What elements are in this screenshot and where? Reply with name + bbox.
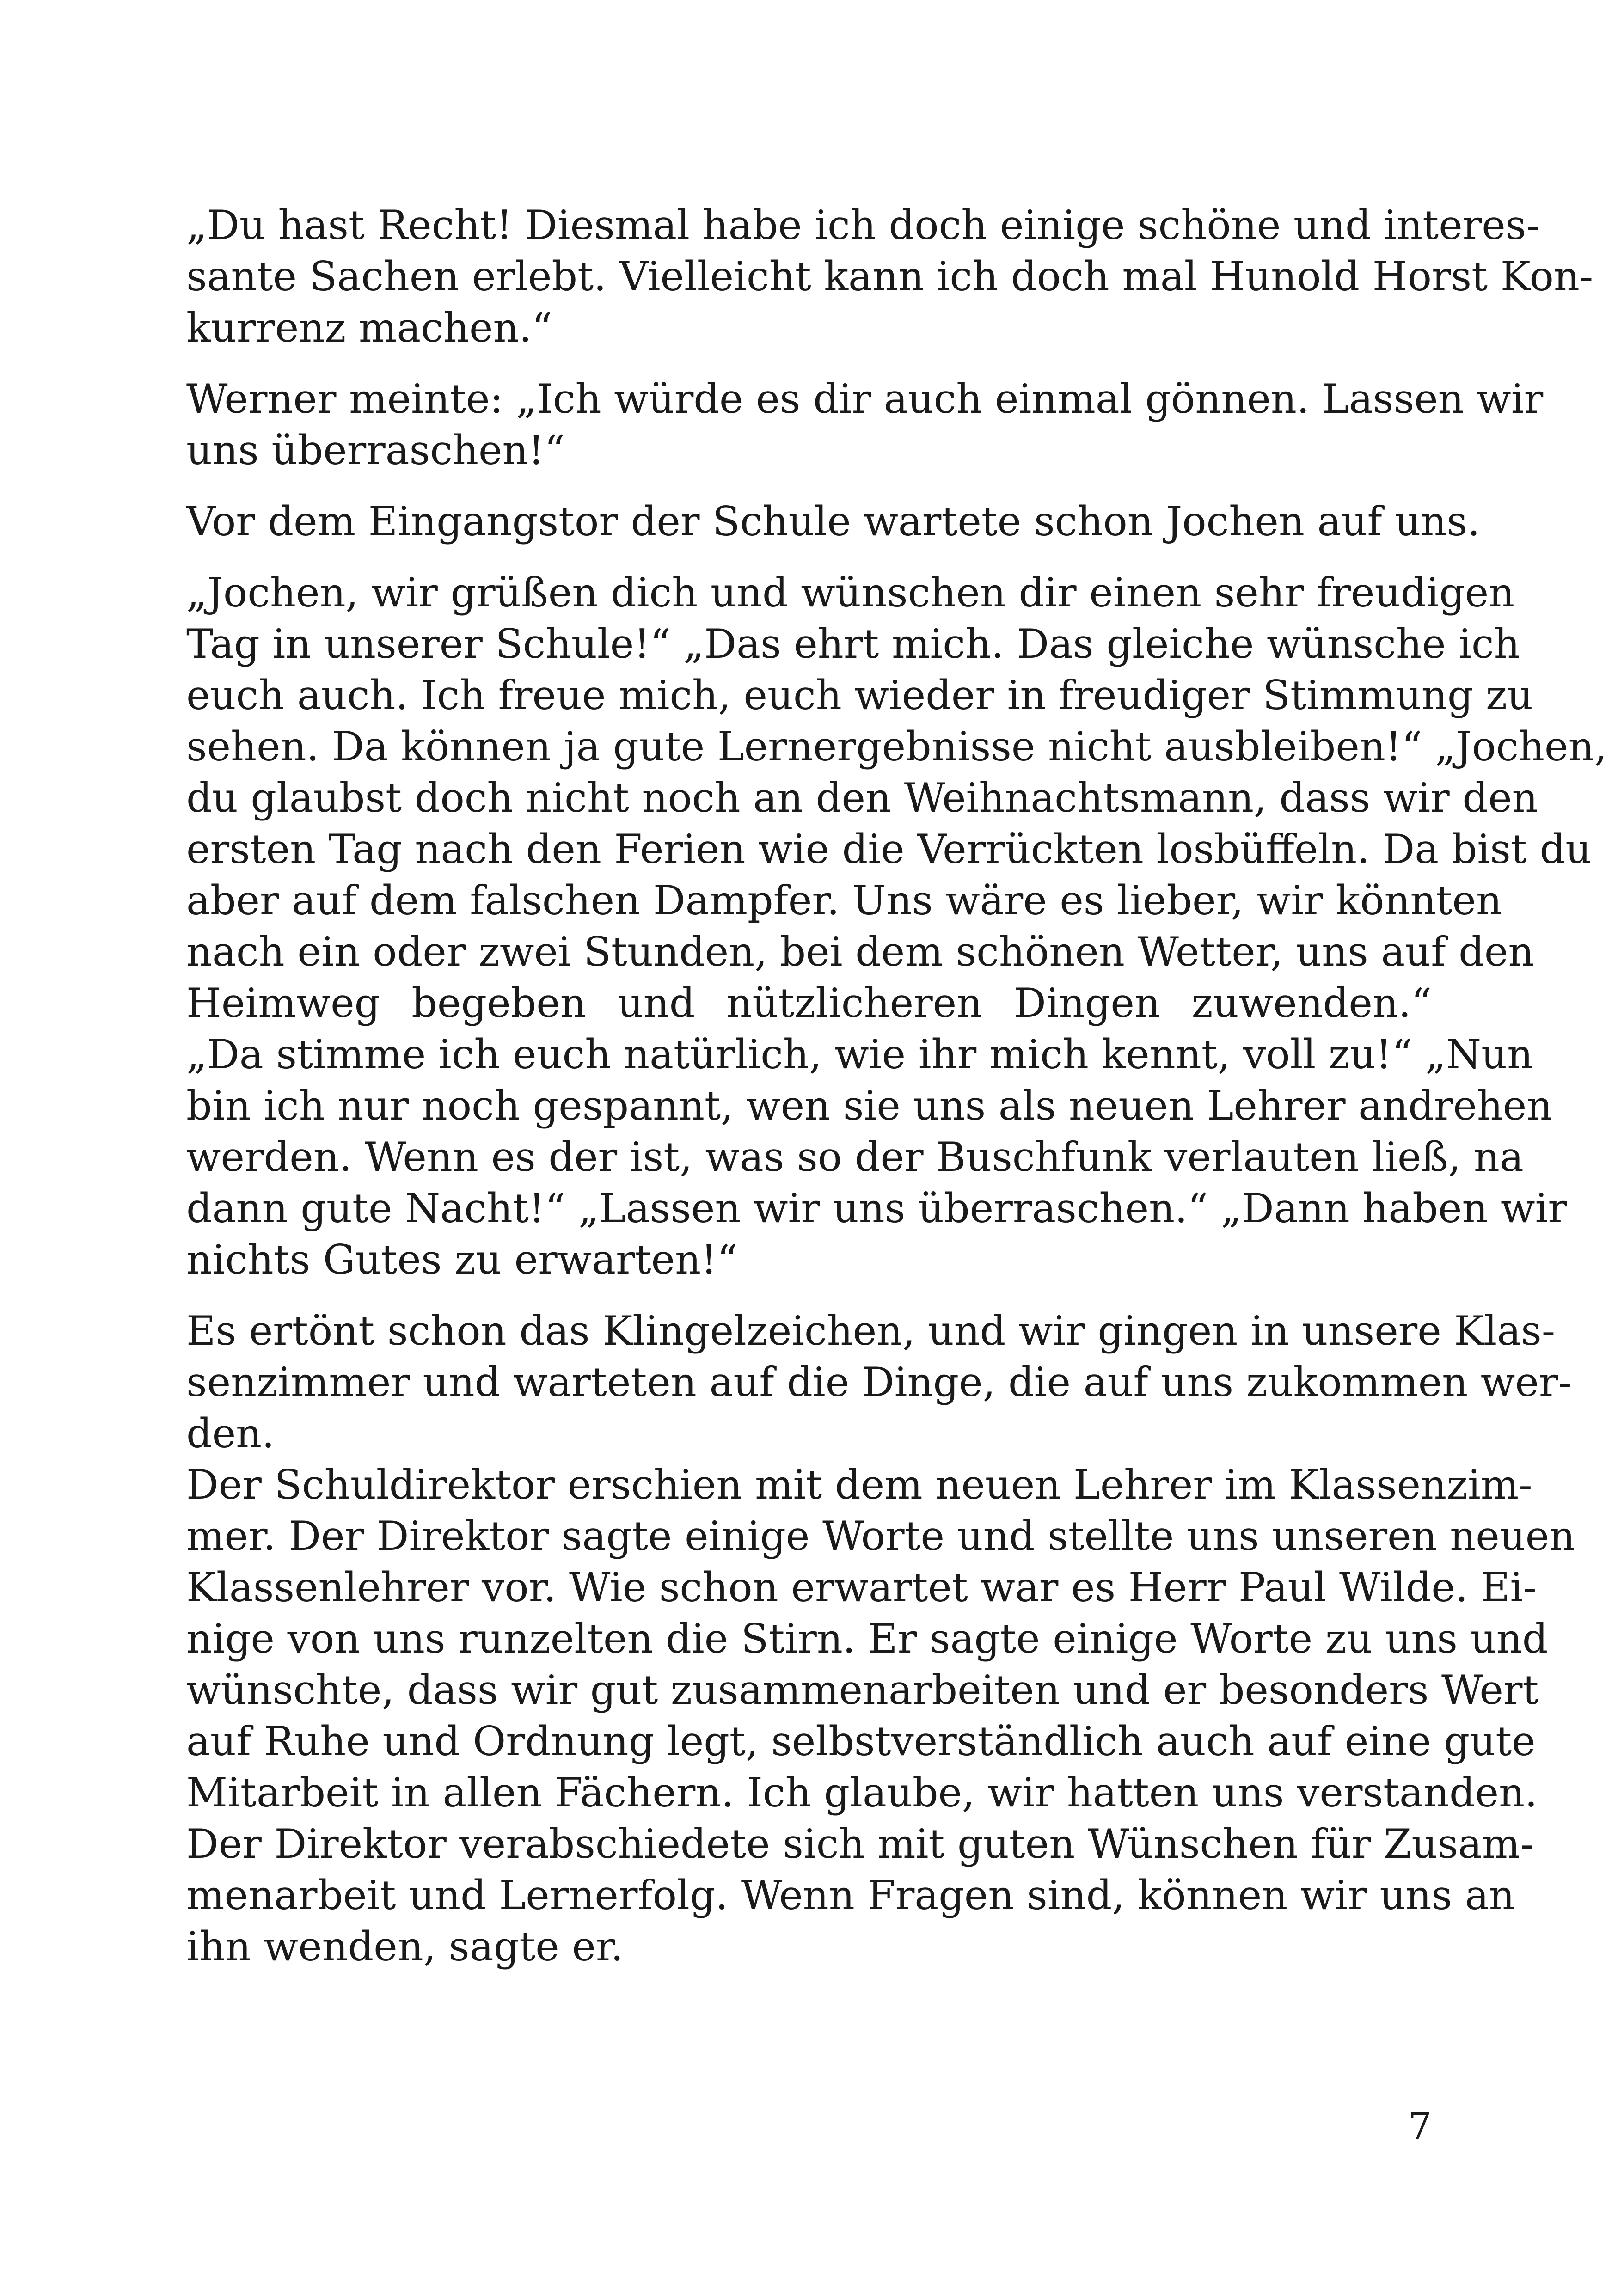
text-line: dann gute Nacht!“ „Lassen wir uns überraschen.“ „Dann haben wir [186,1185,1568,1232]
page-number: 7 [1408,2105,1432,2148]
text-line: wünschte, dass wir gut zusammenarbeiten und er besonders Wert [186,1666,1539,1714]
text-line: bin ich nur noch gespannt, wen sie uns als neuen Lehrer andrehen [186,1082,1553,1129]
paragraph-4 [186,567,1607,1286]
paragraph-spacer [186,354,1432,373]
text-line: euch auch. Ich freue mich, euch wieder in freudiger Stimmung zu [186,672,1533,719]
text-line: den. [186,1410,275,1457]
paragraph-2 [186,373,1544,476]
text-line: „Jochen, wir grüßen dich und wünschen dir einen sehr freudigen [186,569,1515,616]
text-line: Tag in unserer Schule!“ „Das ehrt mich. Das gleiche wünsche ich [186,620,1520,667]
text-line: aber auf dem falschen Dampfer. Uns wäre es lieber, wir könnten [186,877,1502,924]
text-line: sehen. Da können ja gute Lernergebnisse nicht ausbleiben!“ „Jochen, [186,723,1607,770]
text-line: Es ertönt schon das Klingelzeichen, und wir gingen in unsere Klas- [186,1307,1556,1354]
text-line: mer. Der Direktor sagte einige Worte und stellte uns unseren neuen [186,1512,1575,1560]
paragraph-spacer [186,547,1432,567]
text-line: ersten Tag nach den Ferien wie die Verrückten losbüffeln. Da bist du [186,826,1592,873]
text-line: Klassenlehrer vor. Wie schon erwartet war es Herr Paul Wilde. Ei- [186,1564,1537,1611]
text-line: menarbeit und Lernerfolg. Wenn Fragen sind, können wir uns an [186,1872,1515,1919]
text-line: du glaubst doch nicht noch an den Weihnachtsmann, dass wir den [186,774,1538,821]
text-line: auf Ruhe und Ordnung legt, selbstverständlich auch auf eine gute [186,1718,1536,1765]
paragraph-3 [186,496,1480,547]
text-line: werden. Wenn es der ist, was so der Buschfunk verlauten ließ, na [186,1133,1524,1181]
text-line: „Da stimme ich euch natürlich, wie ihr mich kennt, voll zu!“ „Nun [186,1031,1533,1078]
text-line: sante Sachen erlebt. Vielleicht kann ich doch mal Hunold Horst Kon- [186,253,1593,300]
text-line: Werner meinte: „Ich würde es dir auch einmal gönnen. Lassen wir [186,375,1544,422]
text-line: uns überraschen!“ [186,427,565,474]
text-line: nach ein oder zwei Stunden, bei dem schönen Wetter, uns auf den [186,928,1534,975]
text-line: nichts Gutes zu erwarten!“ [186,1236,738,1283]
body-text [186,200,1607,1972]
text-line: „Du hast Recht! Diesmal habe ich doch einige schöne und interes- [186,202,1540,249]
paragraph-spacer [186,1286,1432,1305]
paragraph-1 [186,200,1593,354]
text-line: nige von uns runzelten die Stirn. Er sagte einige Worte zu uns und [186,1615,1548,1662]
text-line: Der Direktor verabschiedete sich mit guten Wünschen für Zusam- [186,1820,1534,1867]
paragraph-5 [186,1305,1575,1972]
text-line: Heimweg begeben und nützlicheren Dingen zuwenden.“ [186,980,1432,1027]
text-line: ihn wenden, sagte er. [186,1923,624,1970]
text-line: kurrenz machen.“ [186,304,552,351]
text-line: Mitarbeit in allen Fächern. Ich glaube, wir hatten uns verstanden. [186,1769,1538,1816]
text-line: Vor dem Eingangstor der Schule wartete schon Jochen auf uns. [186,498,1480,545]
text-line: senzimmer und warteten auf die Dinge, die auf uns zukommen wer- [186,1359,1572,1406]
text-line: Der Schuldirektor erschien mit dem neuen Lehrer im Klassenzim- [186,1461,1532,1508]
paragraph-spacer [186,476,1432,496]
